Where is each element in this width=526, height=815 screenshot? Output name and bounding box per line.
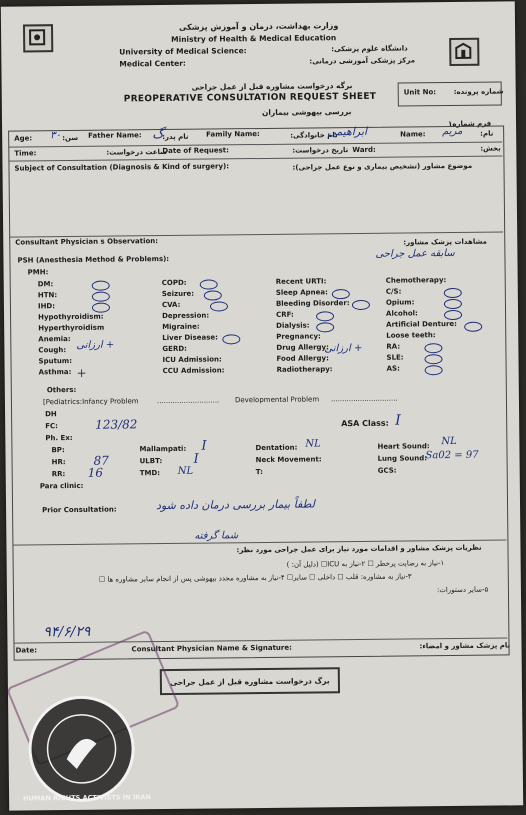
name-value: مریم [442,125,463,138]
father-name-value: گ [152,127,164,143]
check-item: DM: [37,280,54,289]
age-value: ۳۰ [50,130,61,142]
para-clinic-label: Para clinic: [39,481,84,491]
date-request-label: Date of Request: [162,146,229,156]
asa-class-value: I [395,412,401,429]
watermark-text: HUMAN RIGHTS ACTIVISTS IN IRAN [23,793,151,803]
lung-sound-label: Lung Sound: [377,454,428,463]
check-item: CRF: [276,310,294,319]
unit-no-fa: شماره پرونده: [453,87,504,96]
check-item: Sleep Apnea: [275,288,328,297]
check-item: Seizure: [161,289,195,299]
check-item: COPD: [161,278,187,288]
check-item: Migraine: [162,322,200,332]
family-name-value: ابراهیمی [327,124,368,139]
check-item: Depression: [162,311,210,321]
recommendation-line-1: ۱-نیاز به رضایت پرخطر ☐ ۲-نیاز به ICU☐ (دلیل آن: ) [286,559,445,569]
check-item: C/S: [385,287,402,296]
subject-label-fa: موضوع مشاور (تشخیص بیماری و نوع عمل جراحی): [292,161,473,172]
tmd-label: TMD: [139,469,161,478]
check-item: Dialysis: [276,321,310,330]
dentation-label: Dentation: [255,443,298,453]
rr-value: 16 [87,465,104,480]
time-fa: ساعت درخواست: [106,147,168,157]
check-item: Pregnancy: [276,332,321,341]
prior-consultation-handwriting-2: شما گرفته [194,530,239,542]
check-item: Bleeding Disorder: [275,299,350,308]
check-item: AS: [386,364,400,373]
check-item: Asthma: [38,367,72,377]
watermark-emblem-icon [31,698,132,799]
ministry-en: Ministry of Health & Medical Education [171,33,337,44]
father-name-label: Father Name: [88,131,142,140]
unit-no-en: Unit No: [403,88,437,97]
medical-center-fa: مرکز پزشکی آموزشی درمانی: [309,56,416,66]
neck-movement-label: Neck Movement: [255,455,322,465]
time-label: Time: [14,149,37,158]
name-label: Name: [400,130,426,139]
form-no-fa: فرم شماره۱ [448,119,492,129]
t-label: T: [255,467,263,477]
sheet-title-en: PREOPERATIVE CONSULTATION REQUEST SHEET [123,91,377,105]
hr-label: HR: [51,458,66,467]
sheet-name-box [160,667,340,695]
university-logo [449,38,479,66]
age-fa: سن: [62,133,79,143]
heart-sound-label: Heart Sound: [377,442,430,451]
recommendations-title: نظریات پزشک مشاور و اقدامات مورد نیاز برای عمل جراحی مورد نظر: [236,543,482,555]
ministry-emblem-icon [25,26,51,50]
footer-date-handwriting: ۹۴/۶/۲۹ [43,623,91,641]
name-fa: نام: [480,129,494,138]
others-label: Others: [46,385,77,395]
check-item: ICU Admission: [162,355,222,365]
observation-label-fa: مشاهدات پزشک مشاور: [403,237,487,247]
check-item: Artificial Denture: [386,319,457,329]
psh-handwriting: سابقه عمل جراحی [375,247,455,260]
check-item: Radiotherapy: [276,365,333,374]
sheet-subtitle-fa: بررسی بیهوشی بیماران [261,107,352,117]
consultation-sheet [1,1,523,810]
check-item: Loose teeth: [386,331,436,340]
check-item: Recent URTI: [275,277,327,286]
sheet-name-fa: برگ درخواست مشاوره قبل از عمل جراحی [170,675,330,687]
bp-label: BP: [51,446,65,455]
phex-label: Ph. Ex: [45,433,73,443]
mallampati-label: Mallampati: [139,444,187,454]
cough-handwriting: + ارزانی [76,339,115,351]
heart-sound-value: NL [441,435,457,448]
drug-allergy-handwriting: + ارزانی [324,342,363,355]
fc-label: FC: [45,422,58,431]
hr-value: 87 [93,453,109,468]
check-item: Hyperthyroidism [38,323,105,333]
check-item: CCU Admission: [162,366,225,376]
subject-label-en: Subject of Consultation (Diagnosis & Kind of surgery): [14,162,230,173]
ministry-fa: وزارت بهداشت، درمان و آموزش پزشکی [178,21,339,32]
observation-label-en: Consultant Physician s Observation: [15,237,159,247]
check-item: Opium: [385,298,415,307]
developmental-label: Developmental Problem [234,395,320,405]
check-item: Cough: [38,346,67,355]
check-item: SLE: [386,353,404,362]
pediatrics-dots: ............................ [156,396,220,406]
developmental-dots: .............................. [330,394,398,404]
asthma-handwriting: + [76,365,87,380]
check-item: Hypothyroidism: [38,312,104,322]
tmd-value: NL [177,465,194,477]
check-item: RA: [386,342,401,351]
check-item: Sputum: [38,356,73,366]
check-item: Food Allergy: [276,354,329,363]
asa-class-label: ASA Class: [341,418,389,429]
check-item: Chemotherapy: [385,276,447,285]
check-item: Anemia: [38,335,71,344]
father-name-fa: نام پدر: [162,132,189,142]
psh-label: PSH (Anesthesia Method & Problems): [17,254,170,265]
footer-date-label: Date: [15,646,38,655]
pmh-label: PMH: [27,268,49,277]
university-emblem-icon [451,40,477,64]
ulbt-value: I [193,451,199,467]
prior-consultation-label: Prior Consultation: [42,505,117,515]
lung-sound-value: Sa02 = 97 [425,449,479,462]
mallampati-value: I [201,438,207,454]
prior-consultation-handwriting: لطفاً بیمار بررسی درمان داده شود [155,497,316,513]
medical-center-en: Medical Center: [119,58,186,69]
university-fa: دانشگاه علوم پزشکی: [331,44,408,54]
university-en: University of Medical Science: [119,46,247,57]
watermark-logo [28,695,135,802]
fc-value: 123/82 [95,417,138,432]
check-item: Drug Allergy: [276,343,329,352]
check-item: GERD: [162,344,187,354]
sheet-title-fa: برگه درخواست مشاوره قبل از عمل جراحی [191,81,353,92]
recommendation-line-3: ۵-سایر دستورات: [436,585,489,595]
dh-label: DH [45,410,57,419]
family-name-fa: نام خانوادگی: [290,131,338,140]
signature-label: Consultant Physician Name & Signature: [131,643,292,654]
signature-fa: نام پزشک مشاور و امضاء: [419,641,511,651]
check-item: Alcohol: [385,309,418,318]
gcs-label: GCS: [377,466,397,475]
age-label: Age: [14,134,33,143]
ministry-logo [23,24,53,52]
ulbt-label: ULBT: [139,457,163,466]
dentation-value: NL [305,438,321,450]
date-request-fa: تاریخ درخواست: [292,146,349,155]
check-item: Liver Disease: [162,333,218,343]
check-item: CVA: [161,300,181,310]
ward-fa: بخش: [480,144,501,153]
check-item: IHD: [37,302,56,311]
family-name-label: Family Name: [206,130,260,139]
pediatrics-label: [Pediatrics:Infancy Problem [42,397,139,407]
rr-label: RR: [51,470,66,479]
ward-label: Ward: [352,145,376,155]
check-item: HTN: [37,291,58,300]
recommendation-line-2: ۳-نیاز به مشاوره: قلب ☐ داخلی ☐ سایر☐ ۴-نیاز به مشاوره مجدد بیهوشی پس از انجام سایر مشاوره ها ☐ [98,572,412,584]
